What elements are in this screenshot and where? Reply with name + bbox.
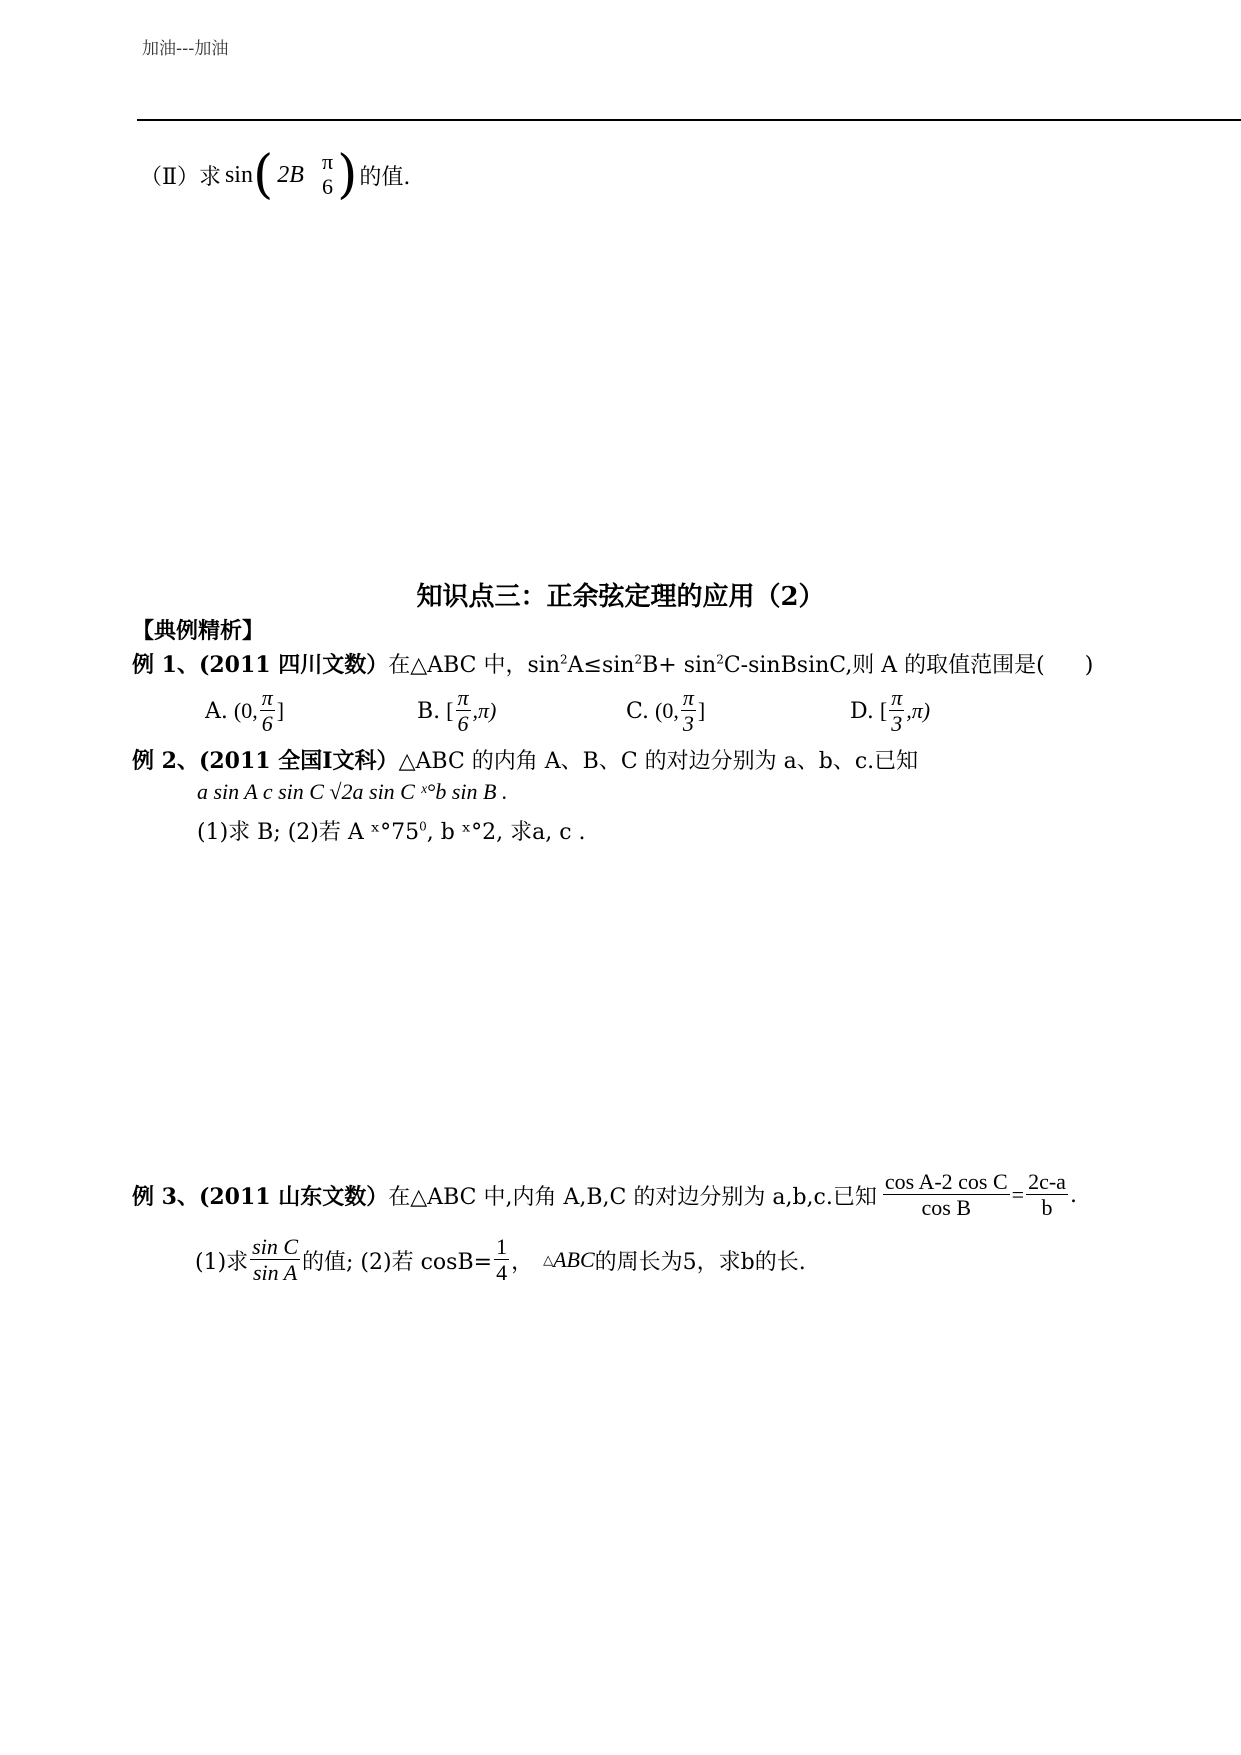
option-open: [ (446, 698, 454, 724)
fraction-numerator: π (261, 685, 273, 710)
header-rule (137, 119, 1241, 121)
option-fraction (260, 686, 275, 736)
fraction-numerator: π (682, 685, 694, 710)
option-fraction (456, 686, 471, 736)
square-superscript: 2 (634, 652, 643, 667)
example-1 (132, 648, 1093, 679)
part-2-tail: 的值. (359, 164, 411, 190)
example-2-q-text: (1)求 B; (2)若 A ˣ°75 (197, 820, 420, 845)
example-1-text-c: B+ sin (642, 653, 717, 678)
square-superscript: 2 (560, 652, 568, 667)
degree-superscript: 0 (419, 819, 427, 834)
example-3-label: 例 3、(2011 山东文数） (132, 1183, 389, 1210)
example-1-text-b: A≤sin (567, 653, 635, 678)
example-3-end: . (1069, 1182, 1077, 1208)
cos-ratio-fraction (883, 1170, 1010, 1220)
option-letter: C. (626, 698, 650, 724)
option-open: (0, (655, 698, 679, 724)
page-header: 加油---加油 (142, 39, 229, 59)
section-title: 知识点三：正余弦定理的应用（2） (416, 582, 825, 612)
fraction-numerator: sin C (252, 1234, 299, 1259)
option-fraction (889, 686, 904, 736)
example-2-questions (197, 815, 586, 846)
example-2 (132, 744, 918, 775)
example-3-q1: (1)求 (195, 1249, 249, 1275)
fraction-denominator: 3 (681, 710, 696, 736)
fraction-numerator: cos A-2 cos C (884, 1169, 1008, 1194)
fraction-denominator: 3 (889, 710, 904, 736)
example-1-text-d: C-sinBsinC,则 A 的取值范围是( (723, 653, 1045, 678)
option-open: [ (879, 698, 888, 724)
side-ratio-fraction (1026, 1170, 1068, 1220)
example-2-formula: a sin A c sin C √2a sin C ˣ°b sin B . (197, 779, 508, 804)
option-open: (0, (233, 698, 258, 724)
fraction-denominator: 6 (260, 710, 275, 736)
option-letter: A. (205, 698, 228, 724)
fraction-denominator: cos B (883, 1194, 1010, 1220)
square-superscript: 2 (716, 652, 724, 667)
example-2-q-tail: , b ˣ°2, 求a, c . (426, 820, 586, 845)
example-3-questions (195, 1235, 806, 1285)
example-3-q2-end: 的周长为5，求b的长. (594, 1249, 806, 1275)
fraction-denominator: sin A (250, 1259, 300, 1285)
sin-function: sin (224, 161, 253, 188)
example-1-text-a: 在△ABC 中，sin (388, 653, 560, 678)
fraction-numerator: π (321, 149, 334, 175)
option-letter: B. (417, 698, 441, 724)
right-paren: ) (337, 145, 358, 205)
fraction-denominator: 4 (496, 1260, 508, 1286)
option-close: ] (697, 698, 706, 724)
example-2-label: 例 2、(2011 全国Ⅰ文科） (132, 748, 399, 774)
option-letter: D. (850, 698, 874, 724)
fraction-numerator: π (891, 685, 903, 710)
left-paren: ( (252, 145, 274, 205)
one-quarter-fraction (494, 1235, 509, 1285)
option-close: ,π) (906, 698, 931, 724)
part-2-question (140, 140, 410, 210)
triangle-abc: ABC (553, 1247, 595, 1273)
part-2-label: （Ⅱ）求 (140, 164, 221, 190)
example-1-close-paren: ) (1084, 653, 1094, 678)
fraction-numerator: 1 (496, 1234, 508, 1259)
option-fraction (681, 686, 696, 736)
example-1-label: 例 1、(2011 四川文数） (132, 652, 389, 678)
fraction-numerator: 2c-a (1028, 1169, 1066, 1194)
option-close: ] (276, 698, 285, 724)
example-3 (132, 1170, 1077, 1220)
triangle-symbol: △ (543, 1252, 554, 1268)
option-b (417, 686, 496, 736)
section-subhead: 【典例精析】 (132, 618, 265, 644)
example-3-text: 在△ABC 中,内角 A,B,C 的对边分别为 a,b,c.已知 (388, 1184, 877, 1210)
option-a (205, 686, 284, 736)
option-close: ,π) (472, 698, 497, 724)
angle-arg: 2B (277, 161, 304, 188)
example-3-q1-tail: 的值; (2)若 cosB= (302, 1249, 493, 1275)
example-3-comma: ， (511, 1249, 534, 1275)
fraction-numerator: π (457, 685, 469, 710)
fraction-denominator: b (1026, 1194, 1068, 1220)
option-d (850, 686, 930, 736)
pi-over-6-fraction (320, 150, 335, 199)
fraction-denominator: 6 (322, 174, 333, 200)
fraction-denominator: 6 (456, 710, 471, 736)
option-c (626, 686, 705, 736)
sin-ratio-fraction (250, 1235, 300, 1285)
example-2-text: △ABC 的内角 A、B、C 的对边分别为 a、b、c.已知 (398, 749, 919, 774)
equals-sign: = (1011, 1182, 1025, 1208)
